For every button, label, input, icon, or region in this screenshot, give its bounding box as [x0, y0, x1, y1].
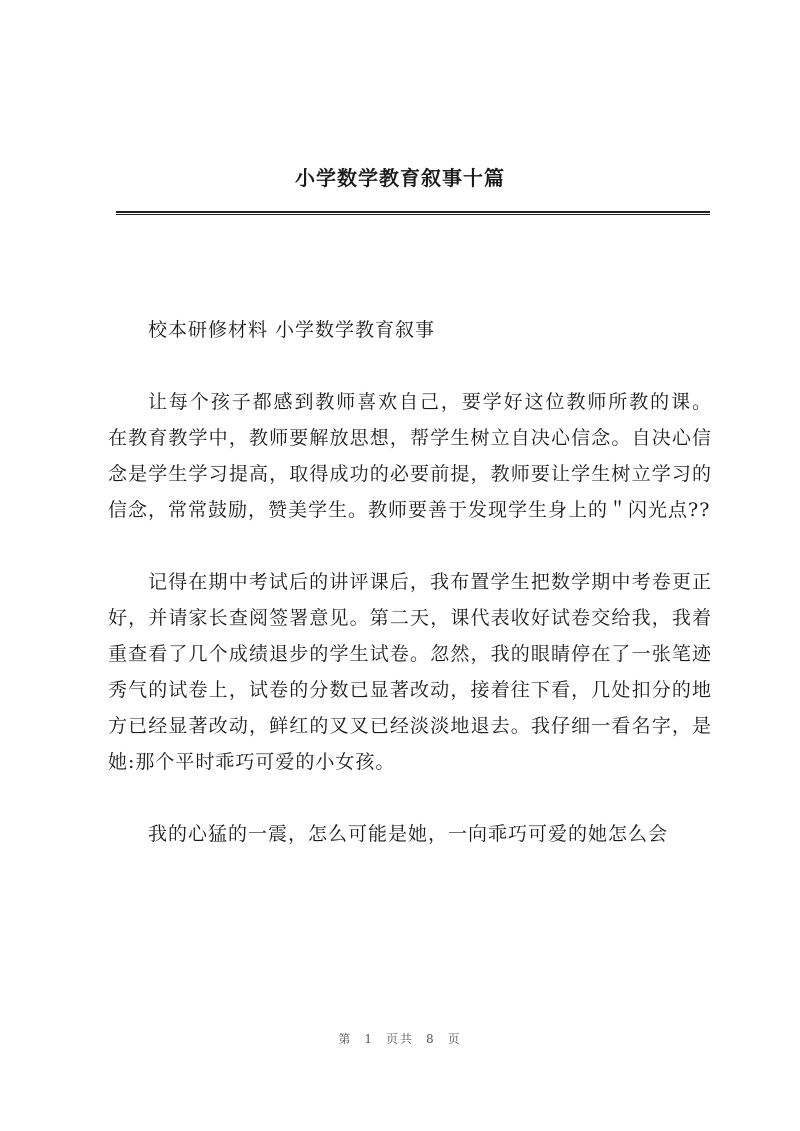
page-footer: [0, 1030, 800, 1047]
document-body: [108, 312, 712, 888]
footer-total-pages: 8: [426, 1032, 436, 1046]
paragraph: 记得在期中考试后的讲评课后，我布置学生把数学期中考卷更正好，并请家长查阅签署意见。第二天，课代表收好试卷交给我，我着重查看了几个成绩退步的学生试卷。忽然，我的眼睛停在了一张笔迹秀气的试卷上，试卷的分数已显著改动，接着往下看，几处扣分的地方已经显著改动，鲜红的叉叉已经淡淡地退去。我仔细一看名字，是她:那个平时乖巧可爱的小女孩。: [108, 571, 712, 773]
paragraph: 让每个孩子都感到教师喜欢自己，要学好这位教师所教的课。 在教育教学中，教师要解放思想，帮学生树立自决心信念。自决心信念是学生学习提高，取得成功的必要前提，教师要让学生树立学习的信念，常常鼓励，赞美学生。教师要善于发现学生身上的＂闪光点??: [108, 391, 712, 521]
title-divider: [116, 211, 710, 215]
footer-page-number: 1: [364, 1032, 374, 1046]
footer-middle: 页共: [385, 1032, 414, 1046]
paragraph-subtitle: 校本研修材料 小学数学教育叙事: [148, 319, 436, 341]
footer-suffix: 页: [447, 1032, 462, 1046]
footer-prefix: 第: [338, 1032, 353, 1046]
page-title: 小学数学教育叙事十篇: [295, 166, 505, 190]
paragraph: 我的心猛的一震，怎么可能是她，一向乖巧可爱的她怎么会: [148, 823, 669, 845]
